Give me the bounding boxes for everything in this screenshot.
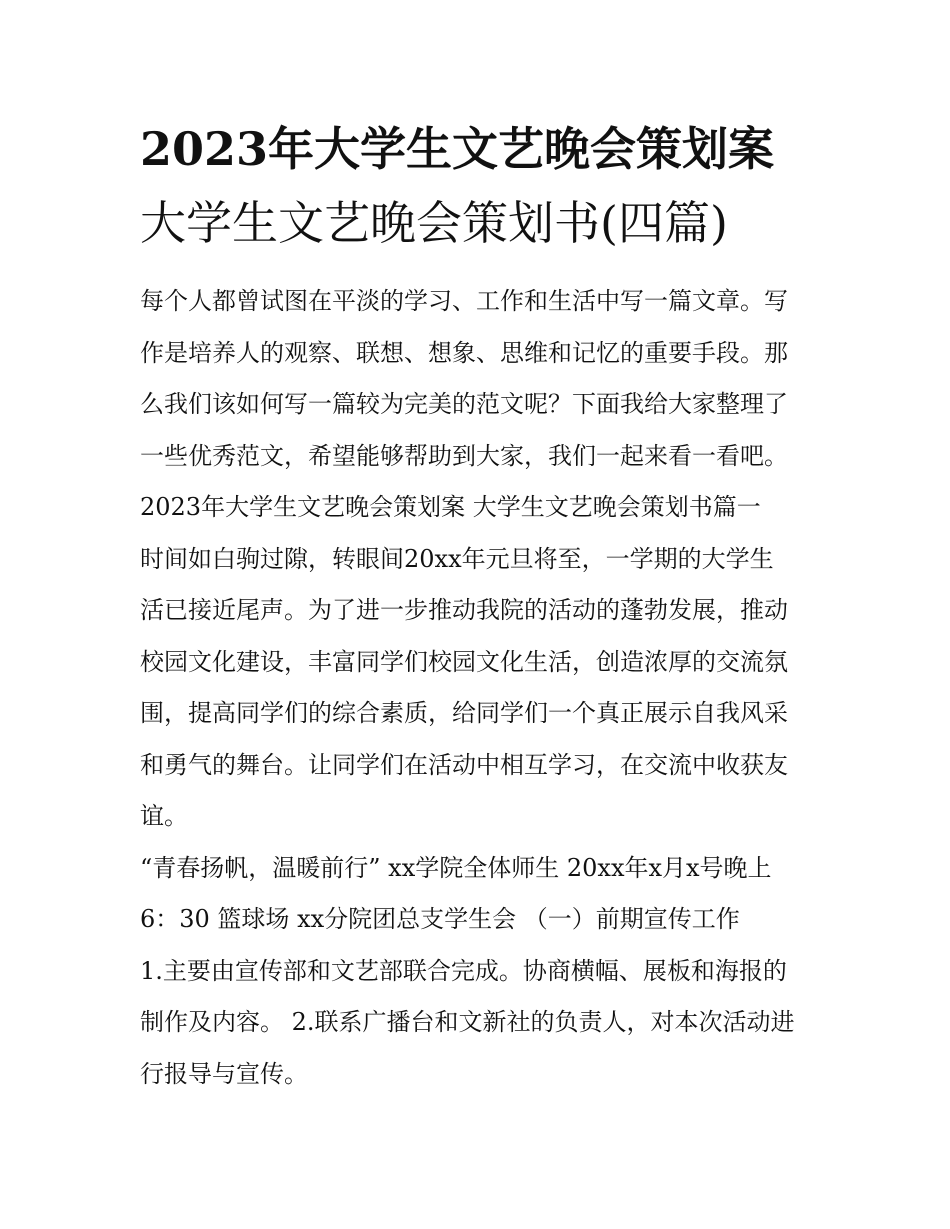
intro-paragraph bbox=[140, 276, 812, 482]
section-heading bbox=[140, 482, 812, 534]
text-line: 和勇气的舞台。让同学们在活动中相互学习，在交流中收获友 bbox=[140, 750, 788, 779]
text-line: 1.主要由宣传部和文艺部联合完成。协商横幅、展板和海报的 bbox=[140, 956, 787, 985]
text-line: 时间如白驹过隙，转眼间20xx年元旦将至，一学期的大学生 bbox=[140, 544, 774, 573]
text-line: 谊。 bbox=[140, 802, 188, 830]
title-line-2: 大学生文艺晚会策划书(四篇) bbox=[140, 196, 728, 250]
text-line: 么我们该如何写一篇较为完美的范文呢？下面我给大家整理了 bbox=[140, 390, 788, 418]
publicity-paragraph bbox=[140, 946, 812, 1101]
text-line: 围，提高同学们的综合素质，给同学们一个真正展示自我风采 bbox=[140, 699, 788, 727]
background-paragraph bbox=[140, 534, 812, 843]
text-line: 活已接近尾声。为了进一步推动我院的活动的蓬勃发展，推动 bbox=[140, 596, 788, 624]
text-line: 作是培养人的观察、联想、想象、思维和记忆的重要手段。那 bbox=[140, 338, 788, 367]
text-line: 2023年大学生文艺晚会策划案 大学生文艺晚会策划书篇一 bbox=[140, 493, 761, 521]
text-line: 校园文化建设，丰富同学们校园文化生活，创造浓厚的交流氛 bbox=[140, 647, 788, 676]
document-body bbox=[140, 112, 812, 1100]
text-line: 每个人都曾试图在平淡的学习、工作和生活中写一篇文章。写 bbox=[140, 287, 788, 315]
event-info-paragraph bbox=[140, 843, 812, 946]
text-line: “青春扬帆，温暖前行” xx学院全体师生 20xx年x月x号晚上 bbox=[140, 853, 772, 882]
text-line: 制作及内容。 2.联系广播台和文新社的负责人，对本次活动进 bbox=[140, 1008, 795, 1036]
document-title bbox=[140, 112, 812, 260]
text-line: 行报导与宣传。 bbox=[140, 1059, 308, 1088]
text-line: 一些优秀范文，希望能够帮助到大家，我们一起来看一看吧。 bbox=[140, 441, 788, 470]
title-line-1: 2023年大学生文艺晚会策划案 bbox=[140, 122, 775, 176]
text-line: 6：30 篮球场 xx分院团总支学生会 （一）前期宣传工作 bbox=[140, 905, 740, 933]
